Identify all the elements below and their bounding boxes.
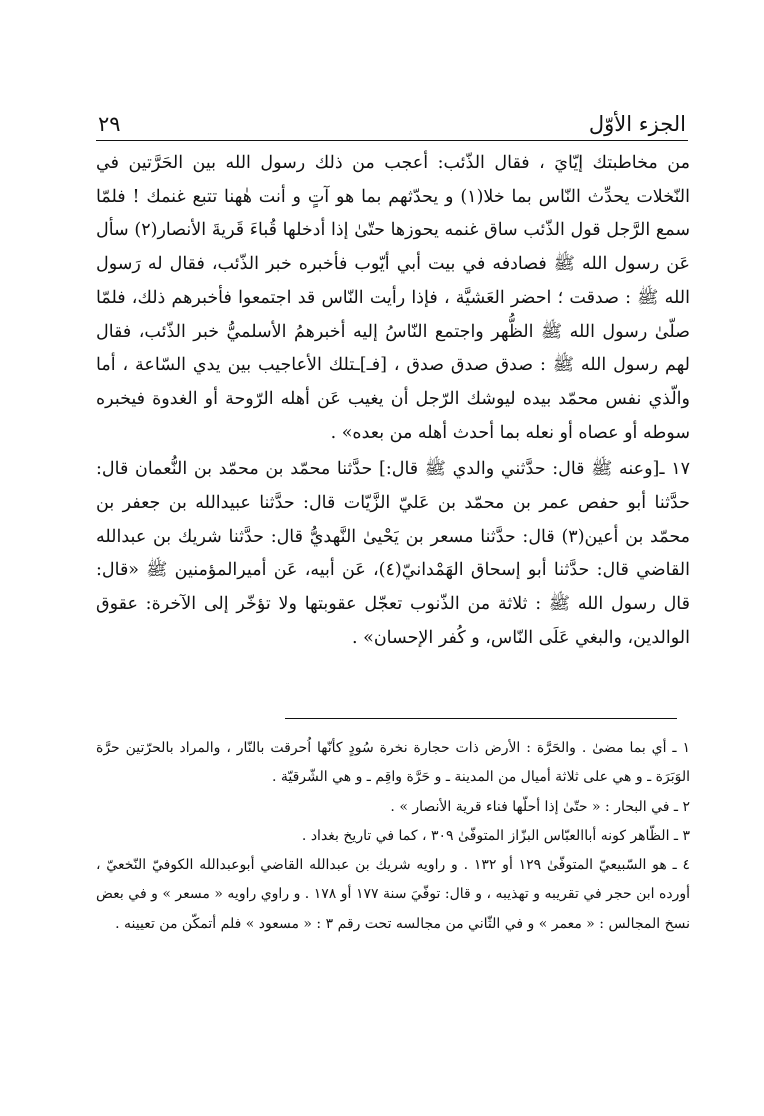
header-rule <box>96 140 688 141</box>
footnotes <box>96 734 690 939</box>
paragraph-2: ١٧ ـ[وعنه ﷺ قال: حدَّثني والدي ﷺ قال:] حدَّثنا محمّد بن محمّد بن النُّعمان قال: حدَّثنا أبو حفص عمر بن محمّد بن عَليّ الزَّيّات قال: حدَّثنا عبيدالله بن جعفر بن محمّد بن أعين(٣) قال: حدَّثنا مسعر بن يَحْيىٰ النَّهديُّ قال: حدَّثنا شريك بن عبدالله القاضي قال: حدَّثنا أبو إسحاق الهَمْدانيّ(٤)، عَن أبيه، عَن أميرالمؤمنين ﷺ «قال: قال رسول الله ﷺ : ثلاثة من الذّنوب تعجّل عقوبتها ولا تؤخّر إلى الآخرة: عقوق الوالدين، والبغي عَلَى النّاس، و كُفر الإحسان» . <box>96 459 690 648</box>
footnote-3: ٣ ـ الظّاهر كونه أباالعبّاس البزّاز المتوفّىٰ ٣٠٩ ، كما في تاريخ بغداد . <box>301 827 690 844</box>
page-number: ٢٩ <box>98 112 121 136</box>
page-header <box>98 100 686 136</box>
footnote-1: ١ ـ أي بما مضىٰ . والحَرَّة : الأرض ذات حجارة نخرة سُودٍ كأنّها اُحرقت بالنّار ، والمراد بالحرّتين حرَّة الوَبَرَة ـ و هي على ثلاثة أميال من المدينة ـ و حَرَّة واقِم ـ و هي الشّرقيّة . <box>96 740 690 786</box>
main-text <box>96 147 690 656</box>
running-head: الجزء الأوّل <box>588 112 686 136</box>
footnote-2: ٢ ـ في البحار : « حتّىٰ إذا أحلّها فناء قرية الأنصار » . <box>390 798 690 815</box>
paragraph-1: من مخاطبتك إيّايَ ، فقال الذّئب: أعجب من ذلك رسول الله بين الحَرَّتين في النّخلات يحدِّث النّاس بما خلا(١) و يحدّثهم بما هو آتٍ و أنت هٰهنا تتبع غنمك ! فلمّا سمع الرَّجل قول الذّئب ساق غنمه يحوزها حتّىٰ إذا أدخلها قُباءَ قَريةَ الأنصار(٢) سأل عَن رسول الله ﷺ فصادفه في بيت أبي أيّوب فأخبره خبر الذّئب، فقال له رَسول الله ﷺ : صدقت ؛ احضر العَشيَّة ، فإذا رأيت النّاس قد اجتمعوا فأخبرهم ذلك، فلمّا صلّىٰ رسول الله ﷺ الظُّهر واجتمع النّاسُ إليه أخبرهمُ الأسلميُّ خبر الذّئب، فقال لهم رسول الله ﷺ : صدق صدق صدق ، [فـ]ـتلك الأعاجيب بين يدي السّاعة ، أما والّذي نفس محمّد بيده ليوشك الرّجل أن يغيب عَن أهله الرّوحة أو الغدوة فيخبره سوطه أو عصاه أو نعله بما أحدث أهله من بعده» . <box>96 153 691 443</box>
footnote-4: ٤ ـ هو السّبيعيّ المتوفّىٰ ١٢٩ أو ١٣٢ . و راويه شريك بن عبدالله القاضي أبوعبدالله الكوفيّ النّخعيّ ، أورده ابن حجر في تقريبه و تهذيبه ، و قال: توفّيَ سنة ١٧٧ أو ١٧٨ . و راوي راويه « مسعر » و في بعض نسخ المجالس : « معمر » و في الثّاني من مجالسه تحت رقم ٣ : « مسعود » فلم أتمكّن من تعيينه . <box>96 857 691 932</box>
footnote-rule <box>285 718 677 719</box>
